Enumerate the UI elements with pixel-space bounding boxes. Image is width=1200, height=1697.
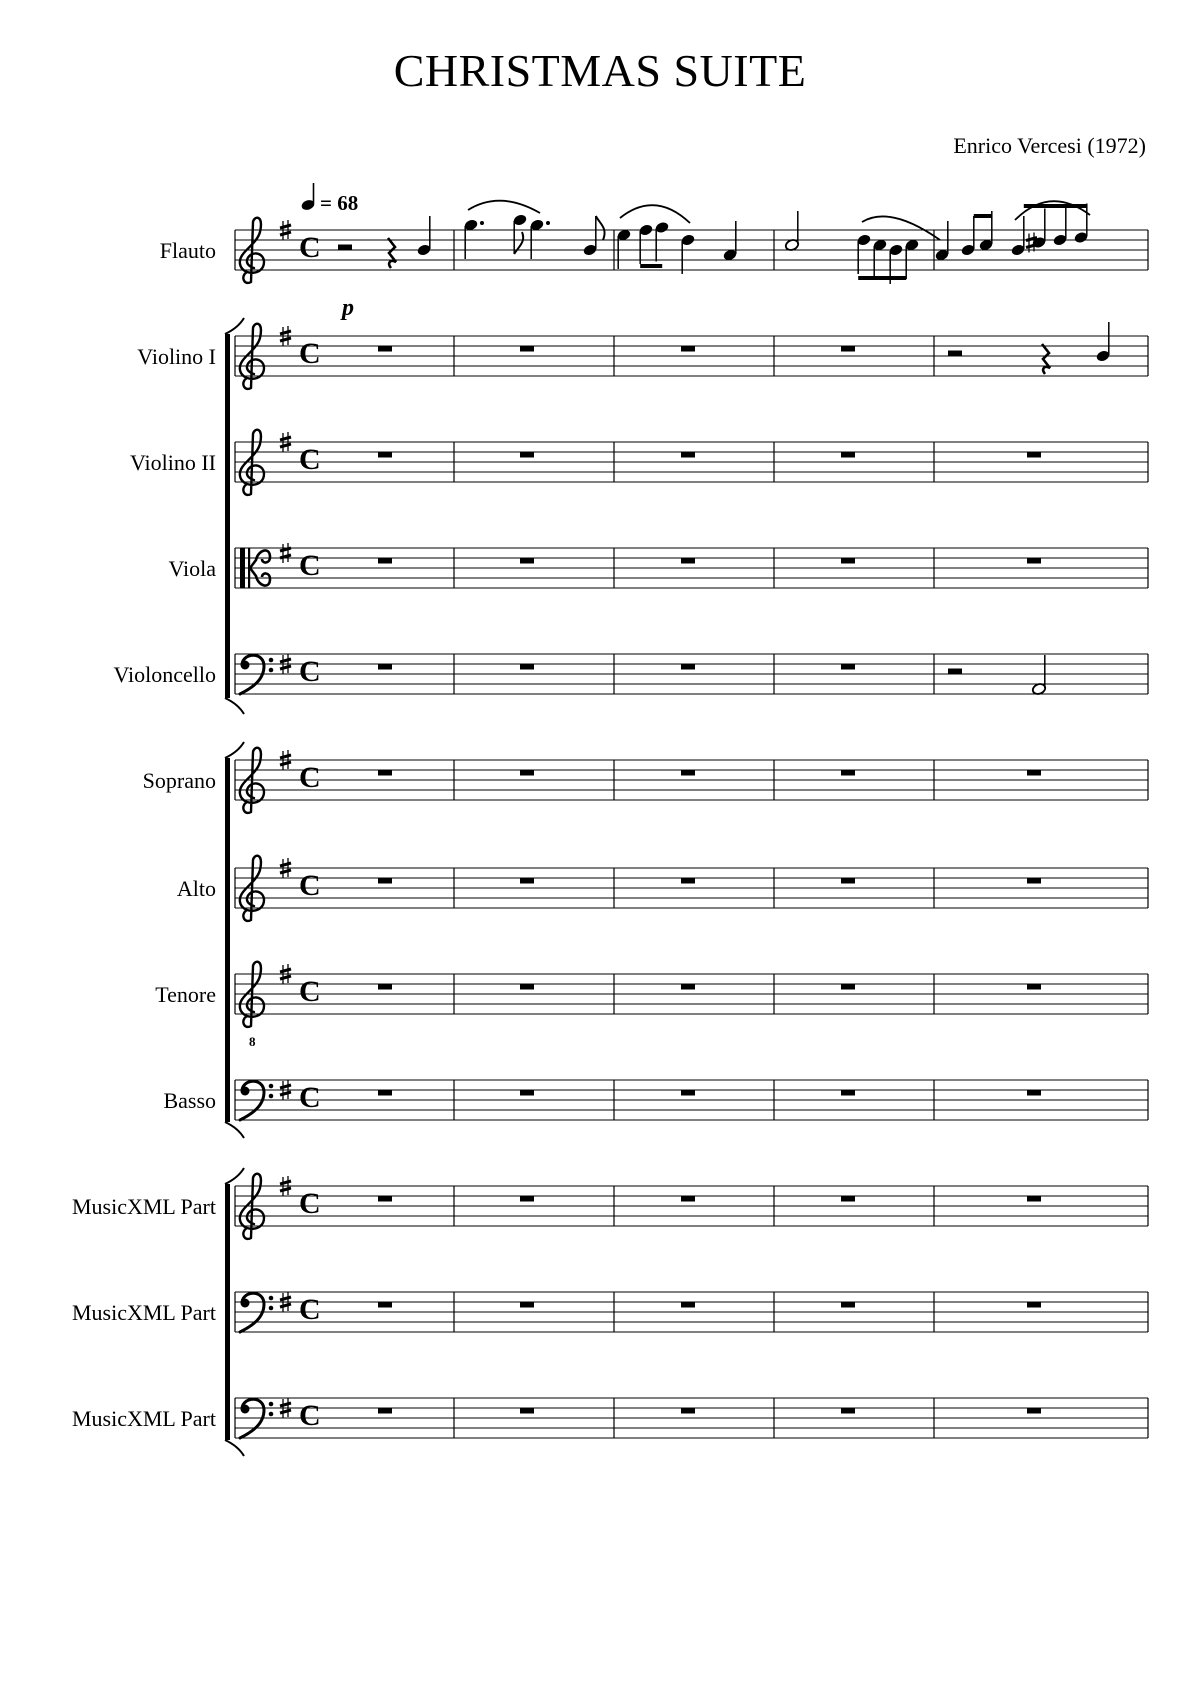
whole-rest — [841, 1090, 855, 1096]
note — [582, 216, 604, 257]
common-time-icon: C — [299, 1293, 321, 1326]
half-rest — [338, 245, 352, 251]
common-time-icon: C — [299, 975, 321, 1008]
common-time-icon: C — [299, 549, 321, 582]
note — [680, 233, 695, 274]
note — [722, 221, 737, 262]
note — [784, 211, 799, 252]
whole-rest — [681, 346, 695, 352]
whole-rest — [841, 770, 855, 776]
whole-rest — [1027, 1196, 1041, 1202]
whole-rest — [378, 1196, 392, 1202]
instrument-name-soprano: Soprano — [142, 768, 216, 793]
instrument-name-flauto: Flauto — [159, 238, 216, 263]
whole-rest — [378, 1408, 392, 1414]
whole-rest — [520, 1196, 534, 1202]
whole-rest — [520, 346, 534, 352]
whole-rest — [378, 1302, 392, 1308]
whole-rest — [378, 346, 392, 352]
whole-rest — [378, 452, 392, 458]
common-time-icon: C — [299, 1399, 321, 1432]
whole-rest — [1027, 984, 1041, 990]
staff-violino-2 — [235, 430, 1148, 495]
score-title: CHRISTMAS SUITE — [393, 45, 807, 96]
whole-rest — [378, 878, 392, 884]
whole-rest — [520, 664, 534, 670]
note — [1010, 216, 1025, 257]
quarter-rest — [1042, 344, 1050, 374]
common-time-icon: C — [299, 231, 321, 264]
instrument-name-musicxml-part-2: MusicXML Part — [71, 1300, 216, 1325]
note — [463, 218, 484, 259]
whole-rest — [681, 1408, 695, 1414]
staff-basso — [235, 1080, 1148, 1120]
half-rest — [948, 669, 962, 675]
whole-rest — [1027, 770, 1041, 776]
note — [904, 238, 919, 279]
whole-rest — [520, 984, 534, 990]
bass-clef-icon — [240, 1081, 273, 1120]
whole-rest — [841, 984, 855, 990]
staff-musicxml-part-3 — [235, 1398, 1148, 1438]
half-rest — [948, 351, 962, 357]
whole-rest — [841, 452, 855, 458]
staff-alto — [235, 856, 1148, 921]
note — [512, 213, 527, 254]
sharp-icon — [280, 543, 291, 563]
whole-rest — [520, 878, 534, 884]
instrument-name-musicxml-part-1: MusicXML Part — [71, 1194, 216, 1219]
whole-rest — [681, 558, 695, 564]
whole-rest — [520, 1408, 534, 1414]
instrument-name-tenore: Tenore — [155, 982, 216, 1007]
whole-rest — [841, 664, 855, 670]
whole-rest — [1027, 1302, 1041, 1308]
whole-rest — [681, 452, 695, 458]
bass-clef-icon — [240, 1399, 273, 1438]
staff-musicxml-part-2 — [235, 1292, 1148, 1332]
note — [416, 216, 431, 257]
note — [529, 218, 550, 259]
choir-bracket — [225, 742, 244, 1138]
tempo-text: = 68 — [320, 191, 359, 215]
whole-rest — [841, 1196, 855, 1202]
whole-rest — [841, 1302, 855, 1308]
bass-clef-icon — [240, 655, 273, 694]
whole-rest — [378, 664, 392, 670]
cello-entry — [948, 655, 1047, 696]
instrument-name-musicxml-part-3: MusicXML Part — [71, 1406, 216, 1431]
whole-rest — [1027, 1408, 1041, 1414]
whole-rest — [378, 984, 392, 990]
note — [856, 233, 871, 274]
whole-rest — [520, 558, 534, 564]
common-time-icon: C — [299, 443, 321, 476]
instrument-name-violino-2: Violino II — [129, 450, 216, 475]
whole-rest — [681, 1302, 695, 1308]
whole-rest — [520, 770, 534, 776]
note — [1095, 322, 1110, 363]
tempo-marking — [300, 183, 358, 215]
note — [960, 216, 975, 257]
instrument-name-alto: Alto — [176, 876, 216, 901]
whole-rest — [841, 558, 855, 564]
whole-rest — [1027, 558, 1041, 564]
staff-soprano — [235, 748, 1148, 813]
whole-rest — [1027, 452, 1041, 458]
staff-viola — [235, 543, 1148, 588]
staff-flauto — [235, 218, 1148, 283]
common-time-icon: C — [299, 1187, 321, 1220]
note — [1052, 206, 1067, 247]
whole-rest — [681, 878, 695, 884]
whole-rest — [520, 1090, 534, 1096]
note — [654, 221, 669, 262]
ottava-label: 8 — [249, 1034, 256, 1049]
note — [616, 228, 631, 269]
quarter-rest — [388, 238, 396, 268]
whole-rest — [841, 878, 855, 884]
common-time-icon: C — [299, 1081, 321, 1114]
common-time-icon: C — [299, 337, 321, 370]
whole-rest — [841, 1408, 855, 1414]
whole-rest — [378, 770, 392, 776]
staff-musicxml-part-1 — [235, 1174, 1148, 1239]
staff-tenore — [235, 962, 1148, 1049]
whole-rest — [1027, 878, 1041, 884]
whole-rest — [681, 984, 695, 990]
whole-rest — [1027, 1090, 1041, 1096]
bass-clef-icon — [240, 1293, 273, 1332]
note — [638, 223, 653, 264]
whole-rest — [520, 1302, 534, 1308]
common-time-icon: C — [299, 655, 321, 688]
staff-violino-1 — [235, 324, 1148, 389]
flute-melody — [338, 201, 1090, 284]
instrument-name-basso: Basso — [163, 1088, 216, 1113]
whole-rest — [841, 346, 855, 352]
note — [1031, 655, 1046, 696]
instrument-name-violoncello: Violoncello — [113, 662, 216, 687]
common-time-icon: C — [299, 869, 321, 902]
whole-rest — [681, 664, 695, 670]
instrument-name-violino-1: Violino I — [137, 344, 216, 369]
whole-rest — [681, 1196, 695, 1202]
common-time-icon: C — [299, 761, 321, 794]
whole-rest — [681, 770, 695, 776]
whole-rest — [378, 558, 392, 564]
instrument-name-viola: Viola — [168, 556, 216, 581]
note — [872, 238, 887, 279]
whole-rest — [681, 1090, 695, 1096]
whole-rest — [520, 452, 534, 458]
note — [934, 221, 949, 262]
staff-violoncello — [235, 654, 1148, 694]
dynamic-piano: p — [342, 295, 354, 321]
whole-rest — [378, 1090, 392, 1096]
composer-credit: Enrico Vercesi (1972) — [953, 133, 1146, 158]
